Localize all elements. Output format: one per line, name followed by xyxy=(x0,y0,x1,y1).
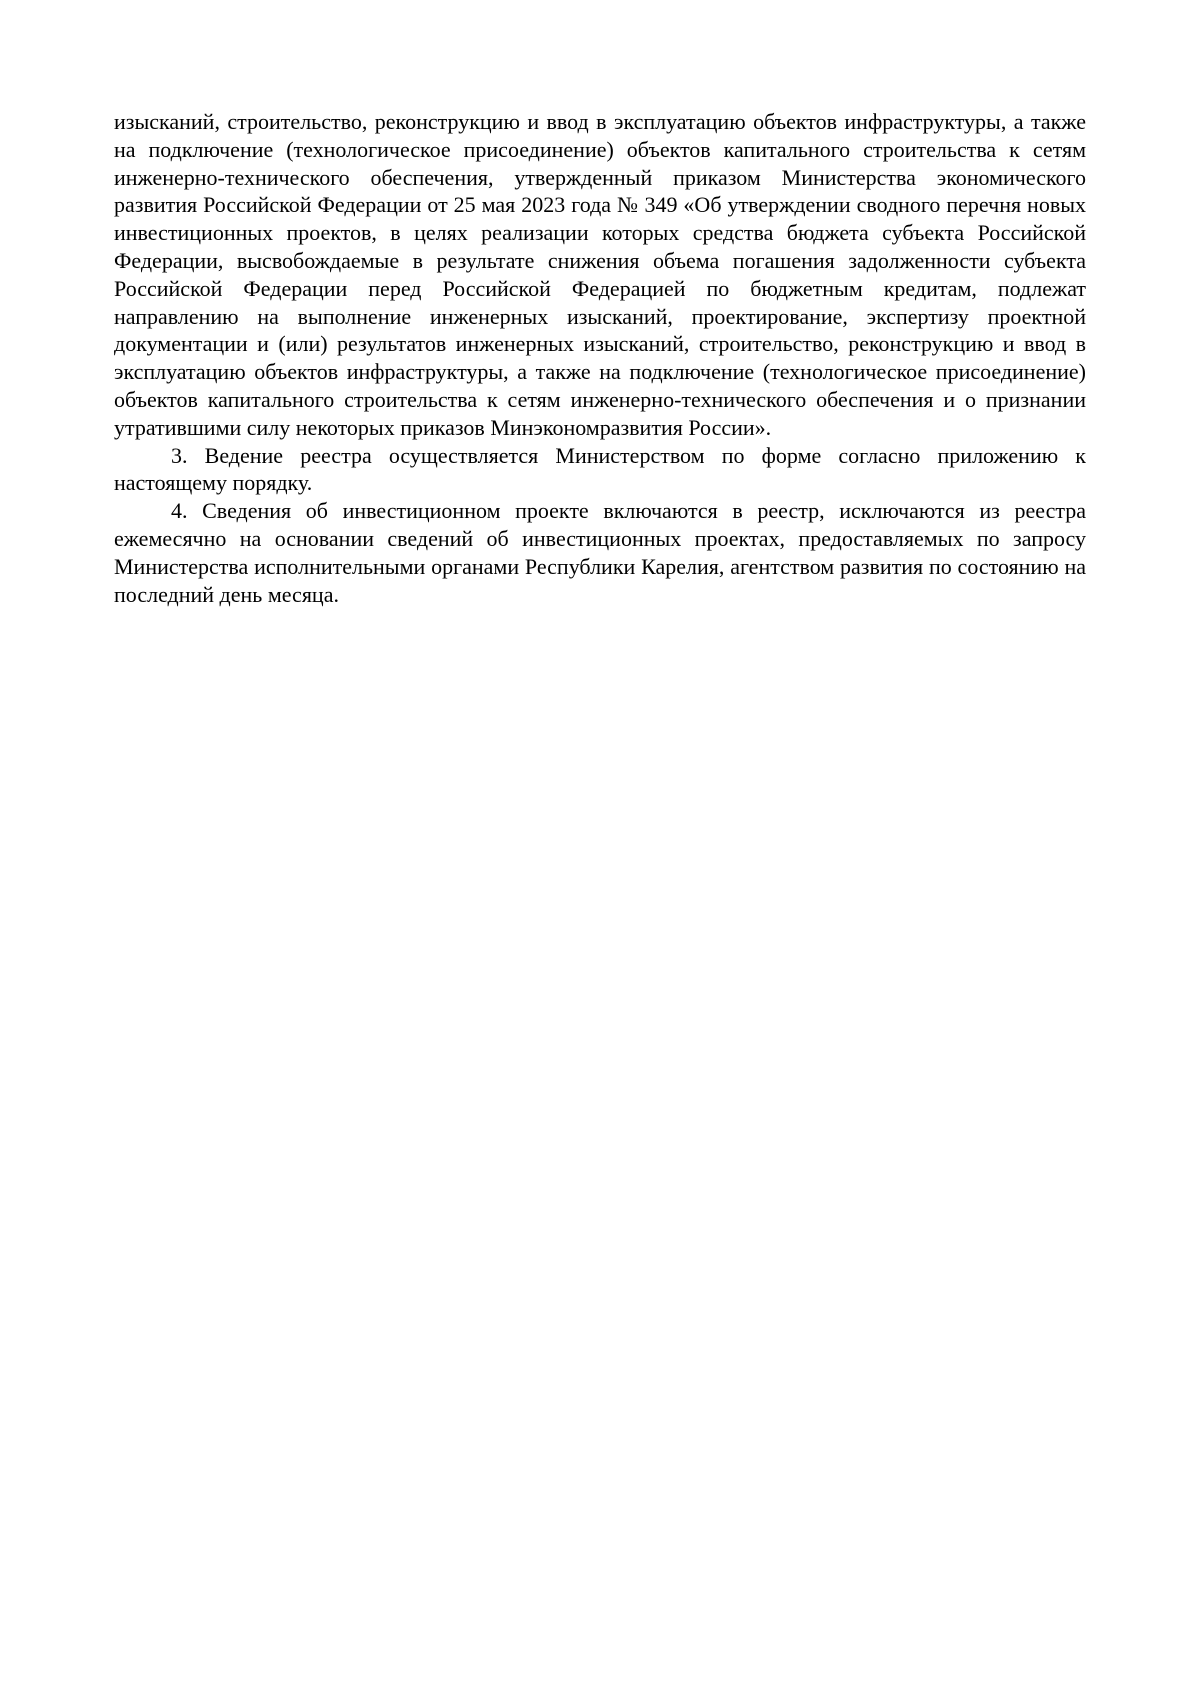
paragraph-item-4: 4. Сведения об инвестиционном проекте включаются в реестр, исключаются из реестра ежемесячно на основании сведений об инвестиционных проектах, предоставляемых по запросу Министерства исполнительными органами Республики Карелия, агентством развития по состоянию на последний день месяца. xyxy=(114,498,1086,607)
document-body xyxy=(114,108,1086,608)
paragraph-continuation: изысканий, строительство, реконструкцию и ввод в эксплуатацию объектов инфраструктуры, а также на подключение (технологическое присоединение) объектов капитального строительства к сетям инженерно-технического обеспечения, утвержденный приказом Министерства экономического развития Российской Федерации от 25 мая 2023 года № 349 «Об утверждении сводного перечня новых инвестиционных проектов, в целях реализации которых средства бюджета субъекта Российской Федерации, высвобождаемые в результате снижения объема погашения задолженности субъекта Российской Федерации перед Российской Федерацией по бюджетным кредитам, подлежат направлению на выполнение инженерных изысканий, проектирование, экспертизу проектной документации и (или) результатов инженерных изысканий, строительство, реконструкцию и ввод в эксплуатацию объектов инфраструктуры, а также на подключение (технологическое присоединение) объектов капитального строительства к сетям инженерно-технического обеспечения и о признании утратившими силу некоторых приказов Минэкономразвития России». xyxy=(114,109,1086,440)
paragraph-item-3: 3. Ведение реестра осуществляется Министерством по форме согласно приложению к настоящему порядку. xyxy=(114,442,1086,496)
